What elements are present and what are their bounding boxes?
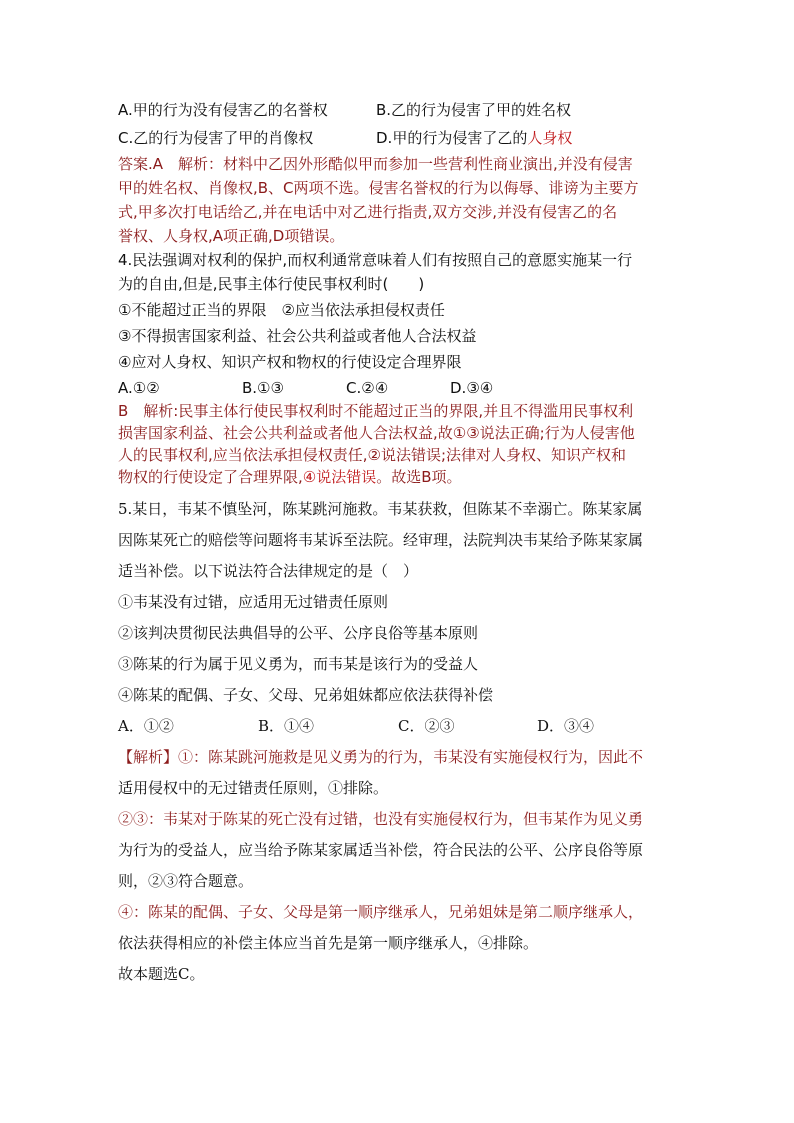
- q5-item-2: ②该判决贯彻民法典倡导的公平、公序良俗等基本原则: [118, 624, 479, 642]
- q4-item-3: ④应对人身权、知识产权和物权的行使设定合理界限: [118, 353, 462, 371]
- q4-options: [118, 376, 678, 400]
- q5-option-a: A．①②: [118, 717, 174, 735]
- q3-option-b: B.乙的行为侵害了甲的姓名权: [376, 101, 572, 119]
- q5-item-3: ③陈某的行为属于见义勇为，而韦某是该行为的受益人: [118, 655, 479, 673]
- q4-answer-line-4: 物权的行使设定了合理界限,④说法错误。故选B项。: [118, 468, 462, 486]
- q3-option-d-highlight: 人身权: [527, 129, 573, 147]
- q5-analysis-3-line-2: 依法获得相应的补偿主体应当首先是第一顺序继承人，④排除。: [118, 934, 539, 952]
- q4-option-c: C.②④: [346, 379, 389, 397]
- q4-stem-line-2: 为的自由,但是,民事主体行使民事权利时( ): [118, 275, 425, 293]
- q4-stem-line-1: 4.民法强调对权利的保护,而权利通常意味着人们有按照自己的意愿实施某一行: [118, 251, 633, 269]
- q5-analysis-2-line-3: 则，②③符合题意。: [118, 872, 254, 890]
- q4-answer-highlight: ④说法错误: [302, 468, 377, 486]
- q3-option-c: C.乙的行为侵害了甲的肖像权: [118, 129, 314, 147]
- q4-answer-line-3: 人的民事权利,应当依法承担侵权责任,②说法错误;法律对人身权、知识产权和: [118, 446, 627, 464]
- q3-option-d: D.甲的行为侵害了乙的人身权: [376, 126, 572, 150]
- q3-options-row-2: [118, 126, 678, 150]
- q5-analysis-1-line-2: 适用侵权中的无过错责任原则，①排除。: [118, 779, 389, 797]
- q4-option-d: D.③④: [450, 379, 494, 397]
- q4-answer-line-2: 损害国家利益、社会公共利益或者他人合法权益,故①③说法正确;行为人侵害他: [118, 424, 635, 442]
- q3-options-row-1: [118, 98, 678, 122]
- q5-analysis-2-line-2: 为行为的受益人，应当给予陈某家属适当补偿，符合民法的公平、公序良俗等原: [118, 841, 644, 859]
- q4-answer-line-1: B 解析:民事主体行使民事权利时不能超过正当的界限,并且不得滥用民事权利: [118, 402, 634, 420]
- q4-option-a: A.①②: [118, 379, 160, 397]
- q5-analysis-3-line-1: ④：陈某的配偶、子女、父母是第一顺序继承人，兄弟姐妹是第二顺序继承人，: [118, 903, 644, 921]
- q5-stem-line-3: 适当补偿。以下说法符合法律规定的是（ ）: [118, 562, 419, 580]
- q5-stem-line-2: 因陈某死亡的赔偿等问题将韦某诉至法院。经审理，法院判决韦某给予陈某家属: [118, 531, 644, 549]
- q5-option-c: C．②③: [398, 717, 455, 735]
- q5-analysis-2-line-1: ②③：韦某对于陈某的死亡没有过错，也没有实施侵权行为，但韦某作为见义勇: [118, 810, 644, 828]
- q3-answer-line-2: 甲的姓名权、肖像权,B、C两项不选。侵害名誉权的行为以侮辱、诽谤为主要方: [118, 179, 639, 197]
- q5-final-answer: 故本题选C。: [118, 965, 205, 983]
- q5-option-b: B．①④: [258, 717, 315, 735]
- q5-item-1: ①韦某没有过错，应适用无过错责任原则: [118, 593, 389, 611]
- q3-answer-line-1: 答案.A 解析：材料中乙因外形酷似甲而参加一些营利性商业演出,并没有侵害: [118, 155, 633, 173]
- q5-analysis-1-line-1: 【解析】①：陈某跳河施救是见义勇为的行为，韦某没有实施侵权行为，因此不: [118, 748, 644, 766]
- q4-option-b: B.①③: [242, 379, 284, 397]
- q3-answer-line-3: 式,甲多次打电话给乙,并在电话中对乙进行指责,双方交涉,并没有侵害乙的名: [118, 203, 618, 221]
- q3-option-a: A.甲的行为没有侵害乙的名誉权: [118, 101, 328, 119]
- q5-options: [118, 711, 678, 742]
- q5-item-4: ④陈某的配偶、子女、父母、兄弟姐妹都应依法获得补偿: [118, 686, 494, 704]
- q5-option-d: D．③④: [537, 717, 595, 735]
- page-content: [118, 96, 678, 990]
- q3-answer-line-4: 誉权、人身权,A项正确,D项错误。: [118, 227, 345, 245]
- q4-item-2: ③不得损害国家利益、社会公共利益或者他人合法权益: [118, 327, 477, 345]
- q5-stem-line-1: 5.某日，韦某不慎坠河，陈某跳河施救。韦某获救，但陈某不幸溺亡。陈某家属: [118, 500, 643, 518]
- q4-item-1: ①不能超过正当的界限 ②应当依法承担侵权责任: [118, 301, 445, 319]
